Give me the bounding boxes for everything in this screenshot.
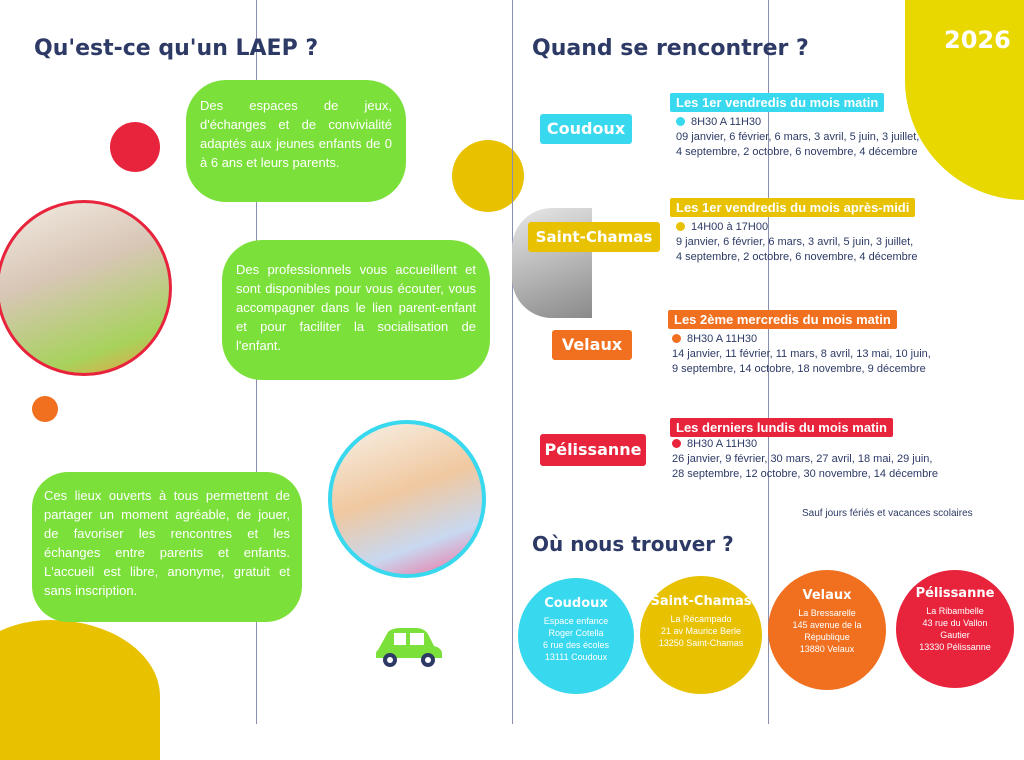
holiday-note: Sauf jours fériés et vacances scolaires [802, 508, 973, 519]
info-blob-3 [32, 472, 302, 622]
orange-dot [32, 396, 58, 422]
info-blob-2-text: Des professionnels vous accueillent et sont disponibles pour vous écouter, vous accompagner dans le lien parent-enfant et pour faciliter la socialisation de l'enfant. [236, 262, 476, 353]
dates-line-1: 26 janvier, 9 février, 30 mars, 27 avril, 18 mai, 29 juin, [672, 453, 933, 465]
year-label: 2026 [944, 26, 1011, 54]
yellow-blob-bottom-left [0, 620, 160, 760]
time-coudoux-text: 8H30 A 11H30 [691, 116, 762, 128]
address-line: République [804, 632, 850, 642]
info-blob-1-text: Des espaces de jeux, d'échanges et de convivialité adaptés aux jeunes enfants de 0 à 6 ans et leurs parents. [200, 98, 392, 170]
info-blob-2 [222, 240, 490, 380]
photo-mother-baby [328, 420, 486, 578]
schedule-coudoux: Les 1er vendredis du mois matin [670, 93, 884, 112]
clock-icon [672, 334, 681, 343]
address-line: 13250 Saint-Chamas [658, 638, 744, 648]
dates-line-2: 28 septembre, 12 octobre, 30 novembre, 14 décembre [672, 468, 938, 480]
left-title: Qu'est-ce qu'un LAEP ? [34, 36, 319, 61]
location-velaux [768, 570, 886, 690]
red-dot [110, 122, 160, 172]
location-pelissanne [896, 570, 1014, 688]
city-tag-velaux: Velaux [552, 330, 632, 360]
dates-line-1: 09 janvier, 6 février, 6 mars, 3 avril, 5 juin, 3 juillet, [676, 131, 920, 143]
city-tag-pelissanne: Pélissanne [540, 434, 646, 466]
address-line: 43 rue du Vallon [922, 618, 988, 628]
address-line: Gautier [940, 630, 970, 640]
address-line: 145 avenue de la [792, 620, 862, 630]
address-line: La Bressarelle [798, 608, 856, 618]
time-saint-chamas-text: 14H00 à 17H00 [691, 221, 769, 233]
address-line: Espace enfance [543, 616, 609, 626]
city-tag-coudoux: Coudoux [540, 114, 632, 144]
address-line: Roger Cotella [548, 628, 604, 638]
dates-line-1: 9 janvier, 6 février, 6 mars, 3 avril, 5 juin, 3 juillet, [676, 236, 914, 248]
location-name: Saint-Chamas [650, 594, 752, 609]
dates-coudoux [676, 130, 919, 160]
schedule-velaux: Les 2ème mercredis du mois matin [668, 310, 897, 329]
time-pelissanne-text: 8H30 A 11H30 [687, 438, 758, 450]
clock-icon [676, 222, 685, 231]
dates-line-2: 9 septembre, 14 octobre, 18 novembre, 9 décembre [672, 363, 926, 375]
dates-velaux [672, 347, 931, 377]
right-title: Quand se rencontrer ? [532, 36, 809, 61]
address-line: 13111 Coudoux [544, 652, 608, 662]
location-coudoux [518, 578, 634, 694]
photo-father-child [0, 200, 172, 376]
fold-line-2 [512, 0, 513, 724]
address-line: 6 rue des écoles [542, 640, 610, 650]
location-name: Coudoux [544, 596, 608, 611]
info-blob-3-text: Ces lieux ouverts à tous permettent de partager un moment agréable, de jouer, de favoriser les rencontres et les échanges entre parents et enfants. L'accueil est libre, anonyme, gratuit et sans inscription. [44, 488, 290, 598]
dates-pelissanne [672, 452, 938, 482]
clock-icon [676, 117, 685, 126]
time-coudoux [676, 116, 761, 128]
where-title: Où nous trouver ? [532, 532, 734, 556]
city-tag-saint-chamas: Saint-Chamas [528, 222, 660, 252]
schedule-saint-chamas: Les 1er vendredis du mois après-midi [670, 198, 915, 217]
car-icon [372, 624, 446, 670]
schedule-pelissanne: Les derniers lundis du mois matin [670, 418, 893, 437]
location-name: Velaux [802, 588, 852, 603]
address-line: La Ribambelle [926, 606, 984, 616]
clock-icon [672, 439, 681, 448]
time-pelissanne [672, 438, 757, 450]
time-saint-chamas [676, 221, 768, 233]
address-line: 21 av Maurice Berle [660, 626, 742, 636]
dates-saint-chamas [676, 235, 918, 265]
yellow-circle-mid [452, 140, 524, 212]
location-name: Pélissanne [915, 586, 995, 601]
address-line: 13880 Velaux [799, 644, 855, 654]
location-saint-chamas [640, 576, 762, 694]
info-blob-1 [186, 80, 406, 202]
dates-line-2: 4 septembre, 2 octobre, 6 novembre, 4 décembre [676, 251, 918, 263]
dates-line-1: 14 janvier, 11 février, 11 mars, 8 avril, 13 mai, 10 juin, [672, 348, 931, 360]
address-line: 13330 Pélissanne [919, 642, 991, 652]
address-line: La Récampado [670, 614, 732, 624]
time-velaux-text: 8H30 A 11H30 [687, 333, 758, 345]
dates-line-2: 4 septembre, 2 octobre, 6 novembre, 4 décembre [676, 146, 918, 158]
time-velaux [672, 333, 757, 345]
